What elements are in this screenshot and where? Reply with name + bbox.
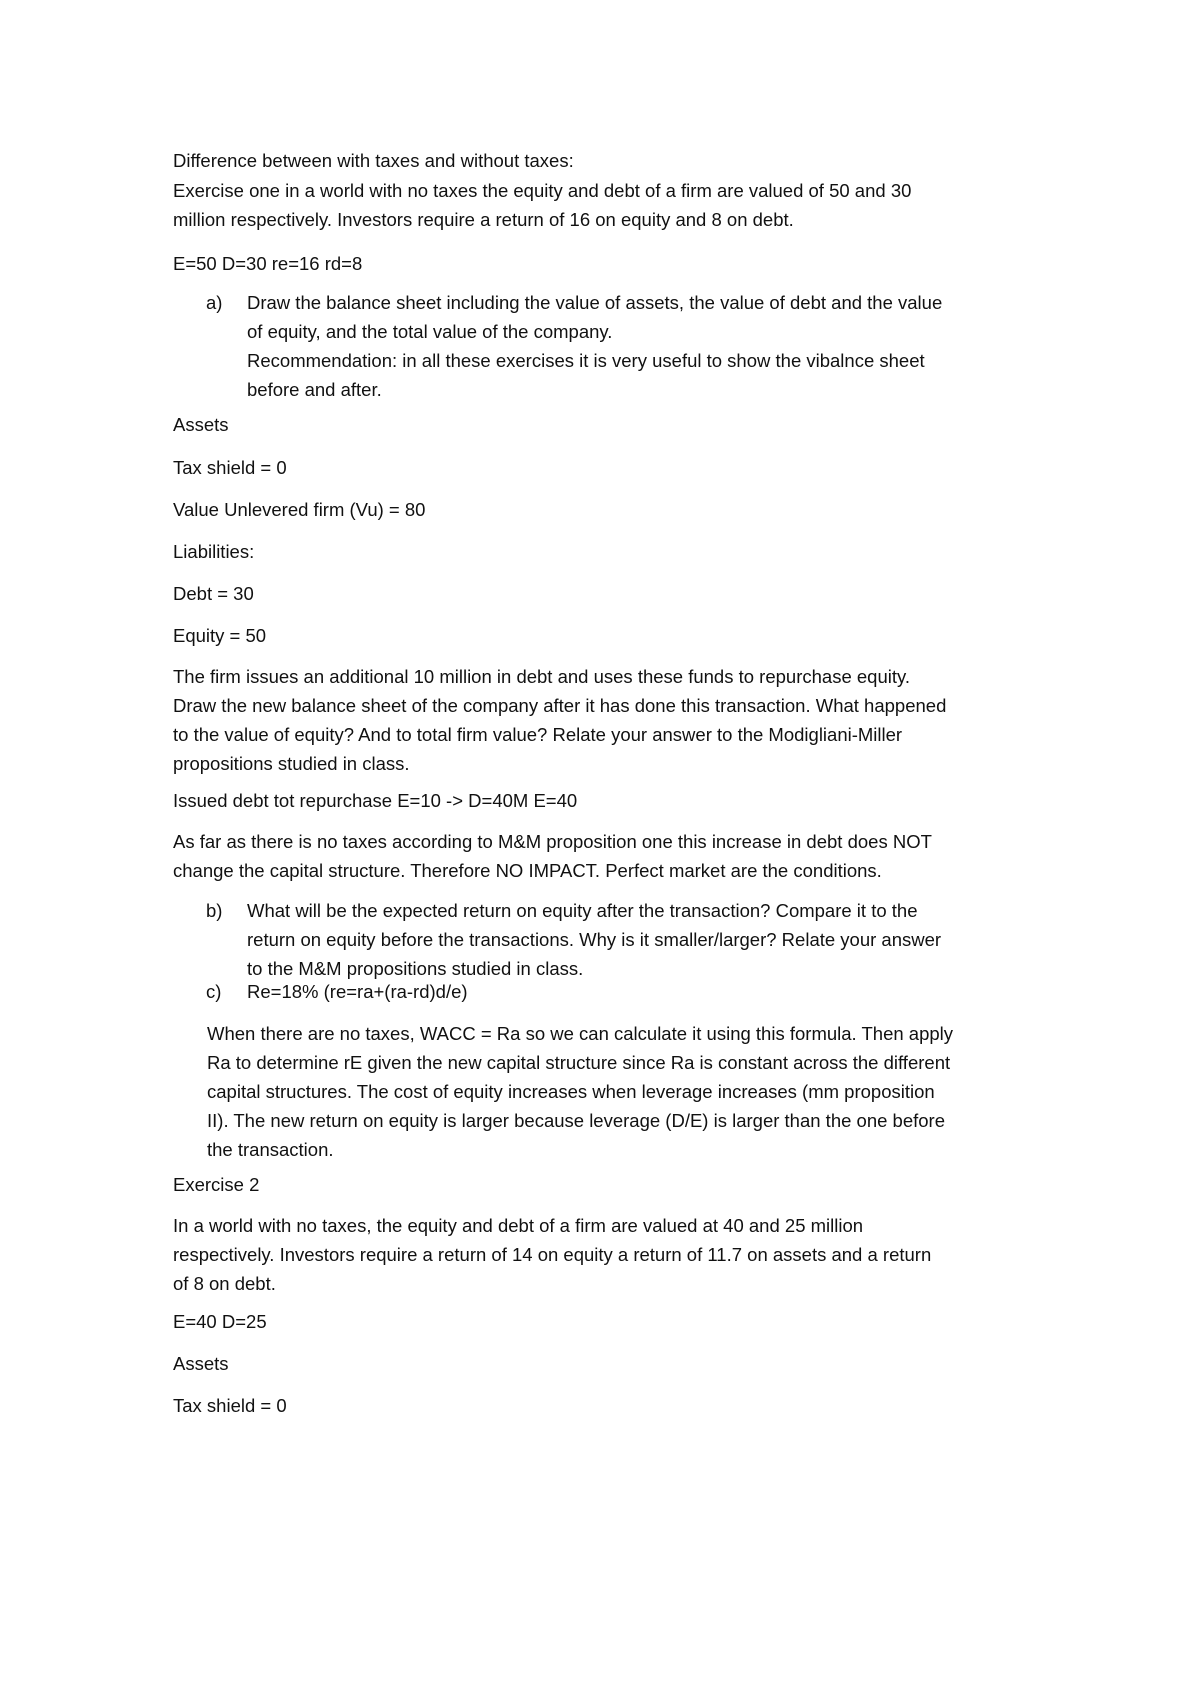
- text-line: What will be the expected return on equity after the transaction? Compare it to the: [247, 900, 918, 921]
- equity-line: Equity = 50: [173, 625, 267, 646]
- issue-paragraph: [173, 662, 946, 778]
- text-line: Exercise one in a world with no taxes the equity and debt of a firm are valued of 50 and 30: [173, 180, 912, 201]
- assets-label-2: Assets: [173, 1353, 229, 1374]
- text-line: of equity, and the total value of the company.: [247, 321, 613, 342]
- exercise-one-intro: [173, 176, 911, 234]
- liabilities-label: Liabilities:: [173, 541, 255, 562]
- text-line: Ra to determine rE given the new capital structure since Ra is constant across the different: [207, 1052, 951, 1073]
- tax-shield-line: Tax shield = 0: [173, 457, 287, 478]
- list-marker: a): [206, 292, 223, 313]
- page-heading: Difference between with taxes and without taxes:: [173, 150, 574, 171]
- exercise-two-variables: E=40 D=25: [173, 1311, 267, 1332]
- debt-line: Debt = 30: [173, 583, 254, 604]
- list-marker: b): [206, 900, 223, 921]
- list-item-body: [247, 896, 941, 983]
- text-line: to the M&M propositions studied in class.: [247, 958, 584, 979]
- text-line: When there are no taxes, WACC = Ra so we can calculate it using this formula. Then apply: [207, 1023, 954, 1044]
- wacc-paragraph: [207, 1019, 953, 1164]
- text-line: capital structures. The cost of equity increases when leverage increases (mm proposition: [207, 1081, 935, 1102]
- no-tax-paragraph: [173, 827, 932, 885]
- text-line: Draw the new balance sheet of the company after it has done this transaction. What happened: [173, 695, 947, 716]
- tax-shield-line-2: Tax shield = 0: [173, 1395, 287, 1416]
- text-line: Draw the balance sheet including the value of assets, the value of debt and the value: [247, 292, 943, 313]
- text-line: Re=18% (re=ra+(ra-rd)d/e): [247, 981, 468, 1002]
- text-line: respectively. Investors require a return of 14 on equity a return of 11.7 on assets and a return: [173, 1244, 932, 1265]
- text-line: The firm issues an additional 10 million in debt and uses these funds to repurchase equity.: [173, 666, 911, 687]
- list-item-body: [247, 977, 468, 1006]
- text-line: propositions studied in class.: [173, 753, 410, 774]
- list-marker: c): [206, 981, 222, 1002]
- text-line: the transaction.: [207, 1139, 334, 1160]
- text-line: before and after.: [247, 379, 382, 400]
- value-unlevered-line: Value Unlevered firm (Vu) = 80: [173, 499, 426, 520]
- assets-label: Assets: [173, 414, 229, 435]
- text-line: As far as there is no taxes according to M&M proposition one this increase in debt does NOT: [173, 831, 932, 852]
- text-line: of 8 on debt.: [173, 1273, 276, 1294]
- text-line: return on equity before the transactions. Why is it smaller/larger? Relate your answer: [247, 929, 942, 950]
- text-line: Recommendation: in all these exercises it is very useful to show the vibalnce sheet: [247, 350, 925, 371]
- text-line: to the value of equity? And to total firm value? Relate your answer to the Modigliani-Miller: [173, 724, 903, 745]
- exercise-two-intro: [173, 1211, 931, 1298]
- text-line: II). The new return on equity is larger because leverage (D/E) is larger than the one before: [207, 1110, 946, 1131]
- list-item-body: [247, 288, 942, 404]
- text-line: In a world with no taxes, the equity and debt of a firm are valued at 40 and 25 million: [173, 1215, 864, 1236]
- exercise-two-title: Exercise 2: [173, 1174, 260, 1195]
- text-line: change the capital structure. Therefore NO IMPACT. Perfect market are the conditions.: [173, 860, 882, 881]
- text-line: million respectively. Investors require a return of 16 on equity and 8 on debt.: [173, 209, 794, 230]
- issued-debt-line: Issued debt tot repurchase E=10 -> D=40M E=40: [173, 790, 578, 811]
- exercise-one-variables: E=50 D=30 re=16 rd=8: [173, 253, 363, 274]
